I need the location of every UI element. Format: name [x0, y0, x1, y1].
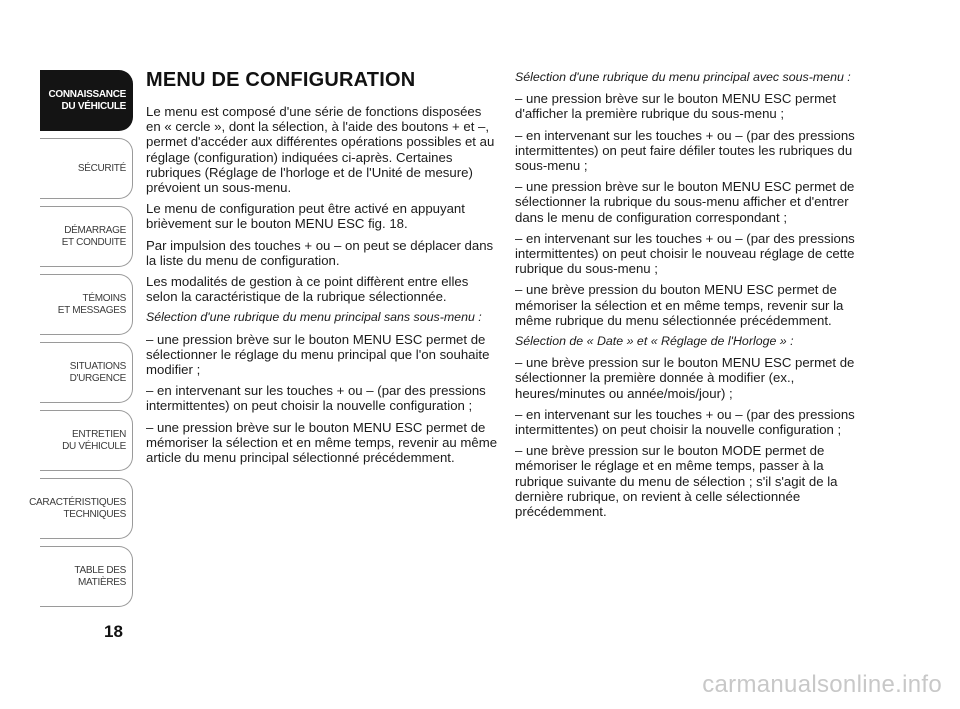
tab-label: SITUATIONS D'URGENCE	[69, 360, 126, 384]
section-title: MENU DE CONFIGURATION	[146, 69, 416, 91]
tab-connaissance-du-vehicule[interactable]	[40, 70, 133, 131]
tab-label: CONNAISSANCE DU VÉHICULE	[48, 88, 126, 112]
list-item: – une pression brève sur le bouton MENU ESC permet de sélectionner le réglage du menu principal que l'on souhaite modifier ;	[146, 331, 490, 378]
tab-demarrage-et-conduite[interactable]	[40, 206, 133, 267]
list-item: – en intervenant sur les touches + ou – (par des pressions intermittentes) on peut faire défiler toutes les rubriques du sous-menu ;	[515, 127, 855, 174]
tab-securite[interactable]	[40, 138, 133, 199]
section-tabs	[29, 70, 133, 614]
list-item: – une brève pression sur le bouton MENU ESC permet de sélectionner la première donnée à modifier (ex., heures/minutes ou année/mois/jour) ;	[515, 355, 855, 401]
left-column	[146, 66, 498, 471]
paragraph: Le menu est composé d'une série de fonctions disposées en « cercle », dont la sélection, à l'aide des boutons + et –, permet d'accéder aux différentes opérations possibles et au réglage (configuration) indiquées ci-après. Certaines rubriques (Réglage de l'horloge et de l'Unité de mesure) prévoient un sous-menu.	[146, 104, 495, 196]
list-item: – une pression brève sur le bouton MENU ESC permet de mémoriser la sélection et en même temps, revenir au même article du menu principal sélectionné précédemment.	[146, 419, 498, 466]
right-column	[515, 66, 875, 525]
tab-situations-d-urgence[interactable]	[40, 342, 133, 403]
list-item: – en intervenant sur les touches + ou – (par des pressions intermittentes) on peut choisir le nouveau réglage de cette rubrique du sous-menu ;	[515, 230, 855, 277]
tab-label: ENTRETIEN DU VÉHICULE	[62, 428, 126, 452]
tab-label: DÉMARRAGE ET CONDUITE	[61, 224, 126, 248]
list-item: – une brève pression sur le bouton MODE permet de mémoriser le réglage et en même temps, passer à la rubrique suivante du menu de sélection ; s'il s'agit de la dernière rubrique, on revient à celle sélectionnée précédemment.	[515, 443, 838, 520]
tab-caracteristiques-techniques[interactable]	[29, 478, 133, 539]
tab-temoins-et-messages[interactable]	[40, 274, 133, 335]
list-item: – en intervenant sur les touches + ou – (par des pressions intermittentes) on peut choisir la nouvelle configuration ;	[515, 406, 855, 438]
list-item: – une brève pression du bouton MENU ESC permet de mémoriser la sélection et en même temps, revenir sur la même rubrique du menu sélectionnée précédemment.	[515, 282, 844, 328]
subheading: Sélection de « Date » et « Réglage de l'Horloge » :	[515, 334, 794, 349]
tab-table-des-matieres[interactable]	[40, 546, 133, 607]
tab-entretien-du-vehicule[interactable]	[40, 410, 133, 471]
tab-label: TABLE DES MATIÈRES	[74, 564, 126, 588]
watermark: carmanualsonline.info	[702, 671, 942, 698]
tab-label: SÉCURITÉ	[77, 162, 126, 174]
subheading: Sélection d'une rubrique du menu principal avec sous-menu :	[515, 70, 851, 84]
paragraph: Par impulsion des touches + ou – on peut se déplacer dans la liste du menu de configuration.	[146, 237, 494, 268]
tab-label: TÉMOINS ET MESSAGES	[57, 292, 126, 316]
paragraph: Le menu de configuration peut être activé en appuyant brièvement sur le bouton MENU ESC fig. 18.	[146, 201, 465, 232]
page-number: 18	[104, 622, 123, 641]
list-item: – une pression brève sur le bouton MENU ESC permet de sélectionner la rubrique du sous-menu afficher et d'entrer dans le menu de configuration correspondant ;	[515, 179, 855, 225]
paragraph: Les modalités de gestion à ce point diffèrent entre elles selon la caractéristique de la rubrique sélectionnée.	[146, 274, 469, 305]
subheading: Sélection d'une rubrique du menu principal sans sous-menu :	[146, 310, 482, 325]
tab-label: CARACTÉRISTIQUES TECHNIQUES	[29, 496, 126, 520]
list-item: – une pression brève sur le bouton MENU ESC permet d'afficher la première rubrique du sous-menu ;	[515, 91, 837, 122]
list-item: – en intervenant sur les touches + ou – (par des pressions intermittentes) on peut choisir la nouvelle configuration ;	[146, 383, 486, 414]
